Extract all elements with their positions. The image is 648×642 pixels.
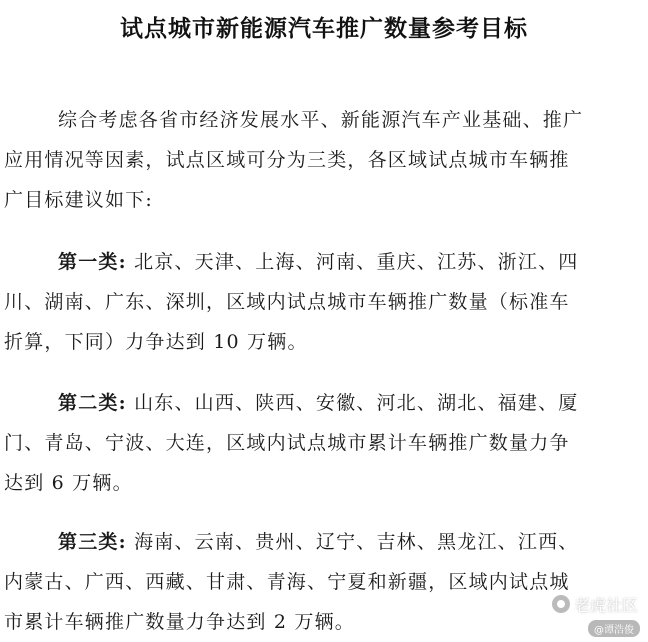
category-2-label: 第二类: bbox=[58, 392, 127, 414]
category-2-text-1: 山东、山西、陕西、安徽、河北、湖北、福建、厦 bbox=[126, 392, 579, 414]
category-1-label: 第一类: bbox=[58, 251, 127, 273]
category-2-line-1 bbox=[58, 383, 628, 423]
watermark bbox=[552, 590, 638, 618]
intro-line-1: 综合考虑各省市经济发展水平、新能源汽车产业基础、推广 bbox=[58, 109, 584, 131]
intro-paragraph bbox=[4, 100, 628, 220]
category-1-text-1: 北京、天津、上海、河南、重庆、江苏、浙江、四 bbox=[126, 251, 579, 273]
watermark-text: 老虎社区 bbox=[573, 595, 638, 615]
category-3-paragraph bbox=[4, 522, 628, 642]
chat-bubble-icon bbox=[552, 595, 570, 613]
category-2-line-3: 达到 6 万辆。 bbox=[4, 472, 133, 494]
intro-line-3: 广目标建议如下: bbox=[4, 189, 154, 211]
category-1-line-1 bbox=[58, 242, 628, 282]
category-1-line-3: 折算，下同）力争达到 10 万辆。 bbox=[4, 331, 308, 353]
category-3-label: 第三类: bbox=[58, 531, 127, 553]
category-2-line-2: 门、青岛、宁波、大连，区域内试点城市累计车辆推广数量力争 bbox=[4, 432, 570, 454]
category-2-paragraph bbox=[4, 383, 628, 503]
category-3-text-1: 海南、云南、贵州、辽宁、吉林、黑龙江、江西、 bbox=[126, 531, 579, 553]
category-1-paragraph bbox=[4, 242, 628, 362]
category-3-line-1 bbox=[58, 522, 628, 562]
intro-line-2: 应用情况等因素，试点区域可分为三类，各区域试点城市车辆推 bbox=[4, 149, 570, 171]
author-tag: @谭浩俊 bbox=[588, 620, 640, 637]
document-title: 试点城市新能源汽车推广数量参考目标 bbox=[120, 15, 528, 42]
category-3-line-2: 内蒙古、广西、西藏、甘肃、青海、宁夏和新疆，区域内试点城 bbox=[4, 571, 570, 593]
category-3-line-3: 市累计车辆推广数量力争达到 2 万辆。 bbox=[4, 611, 355, 633]
category-1-line-2: 川、湖南、广东、深圳，区域内试点城市车辆推广数量（标准车 bbox=[4, 291, 570, 313]
